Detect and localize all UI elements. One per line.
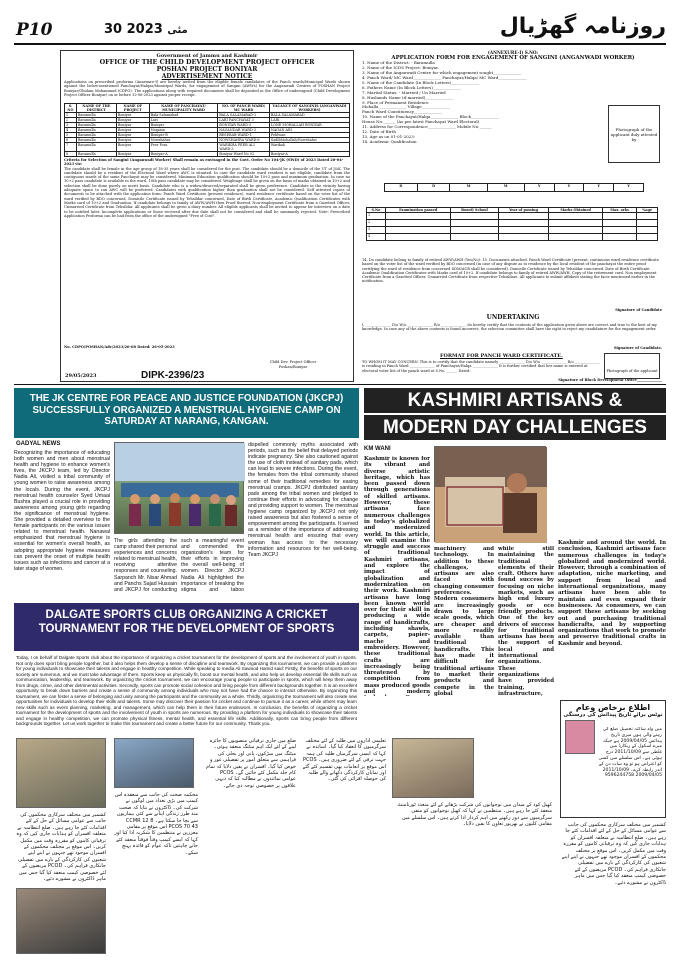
ad-ref: No. CDPO/POSHAN/Adv/2023/26-68 Dated: 26-05-2023 xyxy=(64,344,175,349)
form-field: 14. Academic Qualification xyxy=(362,138,417,144)
qual-cell xyxy=(385,213,450,220)
qual-row xyxy=(367,234,658,241)
qual-cell xyxy=(549,227,602,234)
urdu-col-3: ضلع میں جاری ترقیاتی منصوبوں کا جائزہ لینے کے لئے ایک اہم میٹنگ منعقد ہوئی۔ میٹنگ میں سڑکوں، پانی اور بجلی کی فراہمی سے متعلق امور پر تفصیلی غور و خوض کیا گیا۔ افسران نے یقین دلایا کہ تمام کام جلد مکمل کئے جائیں گے۔ PCOS عوامی نمائندوں نے مطالبہ کیا کہ دیہی علاقوں پر خصوصی توجہ دی جائے۔ xyxy=(206,738,296,789)
advertisement-notice xyxy=(60,50,354,382)
ad-gov-line: Government of Jammu and Kashmir xyxy=(156,53,258,59)
qual-cell xyxy=(637,234,658,241)
qual-cell xyxy=(498,213,549,220)
declaration-text: 14. Do candidate belong to family of retired AWW/AWH (Yes/No): 15. Documents attached. Panch Ward Certificate (present, continuous ward residence certificate based on the voter list of the ward verified by BDO concerned (in case of any dispute as to residence by the local resident of the panchayat the entire proof certifying the ward of residence from concerned SDM/ACR shall be considered). Domicile Certificate issued by Tehsildar concerned. Date of Birth Certificate. Academic Qualification Certificates with Marks card of 10+2. If candidate belongs to family of retired AWW/AWH, Copy of the retirement card. Non employment Certificate from a Gazetted Officer. Unmarried Certificate from respective Tehsildars. All applicants to submit affidavit stating the facts mentioned earlier in the notification. xyxy=(362,258,659,284)
date-day: 30 xyxy=(104,22,123,37)
vacancy-cell: Boniyar xyxy=(116,138,149,143)
vacancy-row xyxy=(65,152,350,157)
vacancy-cell: WARIKHA PEER ALI WARD-3 xyxy=(218,143,270,152)
vacancy-cell: Baramulla xyxy=(76,113,116,118)
bdo-signature: Signature of Block Development Office______________ xyxy=(558,377,662,382)
vacancy-cell: Peer Pora xyxy=(149,143,217,152)
vacancy-head-cell: NAME OF PROJECT xyxy=(116,104,149,113)
artisans-photo xyxy=(434,446,546,542)
newspaper-title: روزنامہ گھڑیال xyxy=(499,14,666,39)
artisans-headline-1: KASHMIRI ARTISANS & xyxy=(364,388,666,413)
qual-head-cell: Max. arks xyxy=(602,208,636,213)
form-field: 11. Address for Correspondence______________ Mobile No:______ xyxy=(362,124,492,130)
jkcpj-col1: Recognizing the importance of educating both women and men about menstrual health and hygiene to enhance women's lives, the JKCPJ team, led by Director Nadia Ali, visited a tribal community of young women to raise awareness among the locals. During the event, JKCPJ menstrual health counselor Syed Umaal Bushra played a crucial role in providing awareness among young girls regarding the significance of menstrual hygiene. She provided a detailed overview to the female participants on the various issues related to menstrual health. Nanawal emphasized that menstrual hygiene is essential for women's overall health, as adopting appropriate hygiene measures can prevent the onset of multiple health issues such as infections and cancer at a later stage of women. xyxy=(14,450,110,572)
form-field: 10. Name of the Panchayat/Halqa______________ Block______________ xyxy=(362,114,499,120)
dob-cell: M xyxy=(450,184,487,192)
photo-box-2-label: Photograph of the applicant xyxy=(606,369,658,373)
artisans-col1: Kashmir is known for its vibrant and diverse artistic heritage, which has been passed down through generations of skilled artisans. However, these artisans face numerous challenges in today's globalized and modernized world. In this article, we will examine the struggle and success of traditional Kashmiri artisans, and explore the impact of globalization and modernization on their work. Kashmiri artisans have long been known world over for their skill in producing a wide range of handicrafts, including shawls, carpets, papier-mache and embroidery. However, these traditional crafts are increasingly being threatened by competition from mass produced goods and modern xyxy=(364,456,430,695)
qual-cell xyxy=(549,220,602,227)
ad-project: POSHAN PROJECT BONIYAR xyxy=(156,66,258,73)
qual-cell xyxy=(637,213,658,220)
dob-table xyxy=(384,183,644,192)
qual-cell xyxy=(451,227,498,234)
pwc-text: TO WHOM IT MAY CONCERN. This is to certify that the candidate namely ______________ D/o W/o ______________ R/o ______________ is residing in Panch Ward ______________ of Panchayat/Halqa ______________ It is further certified that her name is entered at electoral voter list of the panch ward at S.No. ______ Dated: xyxy=(362,360,600,373)
vacancy-cell: Baramulla xyxy=(76,133,116,138)
notice-subtitle: نوٹس برائے تاریخ پیدائش کی درستگی xyxy=(563,712,663,718)
vacancy-table xyxy=(64,103,350,157)
vacancy-cell: 7 xyxy=(65,143,77,152)
vacancy-cell: LARI PANCHAYAT 3 xyxy=(218,118,270,123)
vacancy-head-cell: NO. OF PANCH WARD/ MC WARD xyxy=(218,104,270,113)
urdu-photo-1 xyxy=(16,738,106,808)
criteria-title: Criteria for Selection of Sangini (Anganwadi Worker) Shall remain as envisaged in the Govt. Order No 104-JK (SWD) of 2023 Dated 20-04-2023 viz: xyxy=(64,158,344,167)
jkcpj-col3: dispelled commonly myths associated with periods, such as the belief that delayed periods indicate pregnancy. She also cautioned against the use of cloth instead of sanitary pads, which can lead to severe infections. During the event, the females from the tribal community shared some of their traditional remedies for easing menstrual cramps. JKCPJ distributed sanitary pads among the tribal women and pledged to continue their efforts in advocating for change and providing support to women. The menstrual hygiene camp organized by JKCPJ not only raised awareness but also fostered a sense of empowerment among the participants. It served as a reminder of the importance of addressing menstrual health and ensuring that every woman has access to the necessary information and resources for her well-being. Team JKCPJ xyxy=(248,442,358,558)
form-field: 5. Name of the Candidate (In Block Letters)______________ xyxy=(362,79,480,85)
undertaking-heading: UNDERTAKING xyxy=(486,314,540,321)
form-field: Panch Ward Constituency______________ xyxy=(362,109,443,115)
form-field: 4. Panch Ward/ MC Ward______________ Panchayat/Halqa/ MC Ward______________ xyxy=(362,75,527,81)
vacancy-cell: Baramulla xyxy=(76,118,116,123)
urdu-col-right: کشمیر میں مختلف سرکاری محکموں کی جانب سے عوامی مسائل کے حل کے لئے اقدامات کئے جا رہے ہیں۔ ضلع انتظامیہ نے متعلقہ افسران کو ہدایات جاری کیں کہ وہ ترقیاتی کاموں کو مقررہ وقت میں مکمل کریں۔ اس موقع پر مختلف محکموں کے افسران موجود تھے جنہوں نے اپنے اپنے شعبوں کی کارکردگی کے بارے میں تفصیلی جانکاری فراہم کی۔ PCOD مریضوں کے لئے خصوصی کیمپ منعقد کیا گیا جس میں ماہر ڈاکٹروں نے مشورے دئیے۔ xyxy=(561,822,666,886)
vacancy-table-head xyxy=(65,104,350,113)
vacancy-cell: SadibMohallah/Nowshahri xyxy=(269,138,349,143)
vacancy-head-cell: NAME OF PANCHAYAT/ MUNICIPALITY WARD xyxy=(149,104,217,113)
vacancy-cell: Baramulla xyxy=(76,128,116,133)
notice-photo xyxy=(565,720,595,754)
vacancy-cell: 8 xyxy=(65,152,77,157)
jkcpj-col2: The girls attending the camp shared their personal experiences and concerns related to menstrual health, receiving attentive responses and counseling. Sarpanch Mr. Nisar Ahmad and Panchs Sajad Hussain and JKCPJ for conducting such a meaningful event and commended the organization's team for their efforts in improving the overall well-being of women. Director JKCPJ Nadia Ali highlighted the importance of breaking the stigma and taboo xyxy=(114,538,244,593)
qual-cell xyxy=(451,220,498,227)
urdu-section xyxy=(14,738,556,956)
form-field: 3. Name of the Anganwadi Centre for which engagement sought______________ xyxy=(362,70,522,76)
artisans-col3: while still maintaining the traditional elements of their craft. Others have found success by focusing on niche markets, such as high end luxury goods or eco friendly products. One of the key drivers of success for traditional artisans has been the support of local and international organizations. These organizations have provided training, infrastructure, xyxy=(498,546,554,696)
jkcpj-photo xyxy=(114,442,244,534)
qual-cell xyxy=(498,234,549,241)
vacancy-cell: LONE MOHALLAH BONIYAR xyxy=(269,123,349,128)
vacancy-cell: Boniyar xyxy=(116,133,149,138)
vacancy-cell: 4 xyxy=(65,128,77,133)
dalgate-headline: DALGATE SPORTS CLUB ORGANIZING A CRICKET TOURNAMENT FOR THE DEVELOPMENT OF SPORTS xyxy=(38,609,335,635)
candidate-signature-2: Signature of Candidate. xyxy=(613,346,662,350)
vacancy-cell: BALA SALAMABAD xyxy=(269,113,349,118)
form-field: Mohalla______________ Village______________ xyxy=(362,104,450,110)
notice-title: اطلاع برخاص وعام xyxy=(575,703,651,712)
qual-cell: 1 xyxy=(367,213,386,220)
qual-head-cell: %age xyxy=(637,208,658,213)
dob-cell: Y xyxy=(524,184,554,192)
date-month: مئی xyxy=(167,25,188,36)
qual-cell: 4 xyxy=(367,234,386,241)
vacancy-cell: Baramulla xyxy=(76,152,116,157)
vacancy-cell: 2 xyxy=(65,118,77,123)
qual-cell xyxy=(549,234,602,241)
qual-cell: 3 xyxy=(367,227,386,234)
page-number: P10 xyxy=(16,20,53,40)
pwc-title: FORMAT FOR PANCH WARD CERTIFICATE. xyxy=(440,353,563,359)
qualification-table xyxy=(366,207,658,241)
vacancy-cell: NOWSHAHRA WARD-6 xyxy=(218,138,270,143)
form-field: 13. Age as on 01-01-2023: xyxy=(362,133,416,139)
date-year: 2023 xyxy=(126,22,163,37)
form-field: House No:______ (As per latest Panchayat Ward Electoral) xyxy=(362,119,480,125)
vacancy-row xyxy=(65,143,350,152)
vacancy-cell: Boniyar-A xyxy=(149,152,217,157)
qual-row xyxy=(367,213,658,220)
urdu-col-4: تعلیمی اداروں میں طلبہ کے لئے مختلف سرگرمیوں کا انعقاد کیا گیا۔ اساتذہ نے کہا کہ ایسی سرگرمیاں طلبہ کی ہمہ جہت ترقی کے لئے ضروری ہیں۔ PCOS اس موقع پر انعامات بھی تقسیم کئے گئے اور نمایاں کارکردگی دکھانے والے طلبہ کی حوصلہ افزائی کی گئی۔ xyxy=(302,738,386,783)
vacancy-cell: Boniyar-B xyxy=(149,133,217,138)
jkcpj-photo-image xyxy=(115,443,245,535)
artisans-headline-box xyxy=(364,388,666,442)
artisans-col2: machinery and technology. In addition to these challenges, artisans are also faced with changing consumer preferences. Modern consumers are increasingly drawn to large scale goods, which are cheaper and more readily available than traditional handicrafts. This has made it difficult for traditional artisans to market their products and compete in the global xyxy=(434,546,494,696)
qual-cell xyxy=(602,220,636,227)
qual-cell xyxy=(498,220,549,227)
form-field: 8. Husbands Name (if married)______________ xyxy=(362,94,454,100)
jkcpj-headline: THE JK CENTRE FOR PEACE AND JUSTICE FOUNDATION (JKCPJ) SUCCESSFULLY ORGANIZED A MENSTRUAL HYGIENE CAMP ON SATURDAY AT NARANG, KANGAN. xyxy=(29,393,344,427)
qual-cell xyxy=(451,213,498,220)
qual-cell xyxy=(602,213,636,220)
form-field: 1. Name of the District: - Baramulla xyxy=(362,60,435,66)
dob-cell: Y xyxy=(554,184,584,192)
ads-bottom-rule xyxy=(14,384,666,385)
vacancy-cell: Boniyar xyxy=(116,123,149,128)
vacancy-cell: NAGAN ARI xyxy=(269,128,349,133)
qual-head-cell: Examination passed xyxy=(385,208,450,213)
vacancy-cell: BONIYAR WARD-5 xyxy=(218,123,270,128)
dob-notice xyxy=(560,700,666,818)
qual-cell xyxy=(385,220,450,227)
application-form xyxy=(360,50,666,382)
vacancy-head-cell: S. NO xyxy=(65,104,77,113)
photo-box-label: Photograph of the applicant duly attested by xyxy=(610,126,658,142)
urdu-photo-3 xyxy=(392,738,474,798)
form-field: 12. Date of Birth xyxy=(362,128,396,134)
form-field: 6. Fathers Name (In Block Letters)______________ xyxy=(362,84,461,90)
urdu-col-1: کشمیر میں مختلف سرکاری محکموں کی جانب سے عوامی مسائل کے حل کے لئے اقدامات کئے جا رہے ہیں۔ ضلع انتظامیہ نے متعلقہ افسران کو ہدایات جاری کیں کہ وہ ترقیاتی کاموں کو مقررہ وقت میں مکمل کریں۔ اس موقع پر مختلف محکموں کے افسران موجود تھے جنہوں نے اپنے اپنے شعبوں کی کارکردگی کے بارے میں تفصیلی جانکاری فراہم کی۔ PCOD مریضوں کے لئے خصوصی کیمپ منعقد کیا گیا جس میں ماہر ڈاکٹروں نے مشورے دئیے۔ xyxy=(16,812,106,883)
urdu-photo-4 xyxy=(16,888,106,954)
vacancy-cell: 1 xyxy=(65,113,77,118)
qual-cell xyxy=(385,234,450,241)
vacancy-cell: Baramulla xyxy=(76,143,116,152)
qual-cell xyxy=(451,234,498,241)
criteria-text: The candidate shall be female in the age group of 18-35 years shall be considered for the post. The candidate should be a domicile of the UT of J&K. The candidate should be a resident of the Electoral Ward where AWC is situated. In case the candidate ward resident is not eligible, candidate from the contiguous wards of the same Panchayat may be considered. Minimum Education qualification should be 10+2 pass and maximum graduation. In case no 10+2 pass candidate is available in the ward, 10th pass candidate may be considered. Weightage shall be given on the basis of marks obtained in 10+2 and selection shall be done purely on merit basis. Candidate who is a widow/divorced/separated shall be given preference. Candidate in the vicinity having adequate space to run AWC will be preferred. Candidates with qualification higher than graduation shall not be considered. Self attested copies of documents to be attached with the application form: Panch Ward Certificate (present residence), ward residence certificate based on the voter list of the ward verified by BDO concerned, Domicile Certificate issued by Tehsildar concerned, Date of Birth Certificate, Academic Qualification Certificates with Marks card of 10+2 and Graduation, If candidate belongs to family of AWW/AWH then Proof thereof, Non-employment Certificate from a Gazetted Officer, Unmarried Certificate from Tehsildar. All applicants shall be given a diary number. All eligible applicants shall be invited to appear for interview on a date to be notified later. Incomplete applications or those received after due date shall not be considered and shall be summarily rejected. Note: Prescribed Application Proforma can be had from the office of the undersigned "Free of Cost". xyxy=(64,166,350,218)
vacancy-cell: LARI xyxy=(269,118,349,123)
photo-box xyxy=(608,105,660,163)
qual-cell xyxy=(602,227,636,234)
vacancy-cell: Boniyar xyxy=(116,113,149,118)
form-field: 9. Place of Permanent Residence xyxy=(362,99,429,105)
vacancy-cell: Boniyar xyxy=(149,123,217,128)
vacancy-cell: Boniyar xyxy=(116,128,149,133)
vacancy-cell: Boniyar-A xyxy=(269,152,349,157)
jkcpj-headline-box xyxy=(14,388,359,438)
qual-cell xyxy=(498,227,549,234)
ad-signed: Child Dev. Project Officer Poshan/Boniyar xyxy=(269,360,317,369)
vacancy-cell: Warikah xyxy=(269,143,349,152)
vacancy-cell: Pehlwan xyxy=(269,133,349,138)
vacancy-cell: Nagaian xyxy=(149,128,217,133)
dalgate-headline-box xyxy=(14,603,359,651)
form-fields xyxy=(362,61,592,144)
vacancy-cell: Boniyar xyxy=(116,152,149,157)
qual-head-cell: Year of passing xyxy=(498,208,549,213)
vacancy-cell: 6 xyxy=(65,138,77,143)
ad-notice-heading: ADVERTISEMENT NOTICE xyxy=(161,73,253,80)
form-title: APPLICATION FORM FOR ENGAGEMENT OF SANGINI (ANGANWADI WORKER) xyxy=(391,55,635,62)
vacancy-cell: Bala Salamabad xyxy=(149,113,217,118)
ad-intro: Applications on prescribed proforma (Annexure-I) are hereby invited from the eligible female candidates of the Panch wards/Municipal Wards shown against the below-mentioned Panchayat/Halqas/Municipal Wards, for engagement of Sangini (AWWs) for the Anganwadi Centres of POSHAN Project Boniyar/Ghulam Mohammad (CDPO). The applications along with required documents shall be deposited in the Office of undersigned (Child Development Project Officer Boniyar) on or before 12-06-2023 against proper receipt. xyxy=(64,80,350,97)
notice-text: میں ولد ساکنہ تحصیل ضلع کی رہنے والی ہوں میری تاریخ پیدائش 2009/04/05 ہے جبکہ میرے اسکول کے ریکارڈ میں غلطی سے 2011/10/09 درج ہوئی ہے۔ اس سلسلے میں کسی کو اعتراض ہو تو وہ سات دن کے اندر رابطہ کرے۔ 2011/10/09 2009/04/05 9596244758 xyxy=(598,727,662,779)
masthead-date xyxy=(104,22,188,37)
dob-cell: D xyxy=(417,184,450,192)
form-field: 2. Name of the ICDS Project: Boniyar. xyxy=(362,65,439,71)
annexure-label: (ANNEXURE-I) S.NO: xyxy=(487,50,539,55)
qual-head-cell: S.No xyxy=(367,208,386,213)
dob-cell: Y xyxy=(614,184,644,192)
qual-cell xyxy=(549,213,602,220)
vacancy-cell: Boniyar xyxy=(116,118,149,123)
form-field: 7. Marital Status: - Married / Un Married xyxy=(362,89,446,95)
vacancy-cell: Lari xyxy=(149,118,217,123)
vacancy-cell: NAGANDAR WARD-3 xyxy=(218,128,270,133)
qual-cell xyxy=(637,220,658,227)
vacancy-cell: 5 xyxy=(65,133,77,138)
masthead-rule xyxy=(14,43,666,45)
dob-cell: M xyxy=(487,184,524,192)
ad-date: 29/05/2023 xyxy=(65,373,97,379)
urdu-col-5: کھیل کود کے میدان میں نوجوانوں کی شرکت بڑھانے کے لئے متعدد ٹورنامنٹ منعقد کئے جا رہے ہیں۔ منتظمین نے کہا کہ کھیل نوجوانوں کو منفی سرگرمیوں سے دور رکھنے میں اہم کردار ادا کرتے ہیں۔ اس سلسلے میں مقامی کلبوں نے بھرپور تعاون کا یقین دلایا۔ xyxy=(397,802,552,828)
artisans-headline-2: MODERN DAY CHALLENGES xyxy=(364,415,666,440)
artisans-col4: Kashmir and around the world. In conclusion, Kashmiri artisans face numerous challenges in today's globalized and modernized world. However, through a combination of adaptation, niche marketing, and support from local and international organizations, many artisans have been able to maintain and even expand their businesses. As consumers, we can support these artisans by seeking out and purchasing traditional handicrafts, and by supporting organizations that work to promote and preserve traditional crafts in Kashmir and beyond. xyxy=(558,540,666,647)
vacancy-head-cell: VACANCY OF SANGINIS (ANGANWADI WORKERS) xyxy=(269,104,349,113)
dalgate-text: Today, I on behalf of Dalgate Sports club about the importance of organizing a cricket tournament for the development of sports and the involvement of youth in sports. Not only does sport bring people together, but it also helps them develop a sense of discipline and teamwork. By organizing this tournament, we can provide a platform for young individuals to showcase their talents and engage in healthy competition. While speaking to media Ali Sawood Hamid said: Firstly, the benefits of sports on our society are numerous, and we must take advantage of them. Sports keep us physically fit, boost our mental health, and also help us develop essential life skills such as communication, leadership, and teamwork. By organizing the cricket tournament, we can encourage young people to participate in sports, which will keep them away from drugs, crime, and other detrimental activities. Secondly, sports can promote social cohesion and bring people from different backgrounds together. It is an excellent opportunity to break down barriers and create a sense of community among individuals who may not have had the chance to interact otherwise. By organizing this tournament, we can foster a sense of belonging and unity among the participants and the community as a whole. Thirdly, organizing the tournament will also create new opportunities for individuals to develop their skills and talents. Some may discover their passion for cricket and continue to pursue it as a career, while others may learn new skills such as event planning, marketing, and management, which can help them in their future endeavors. In conclusion, the benefits of organizing a cricket tournament for the development of sports and the involvement of youth in sports are numerous. By providing a platform for young individuals to showcase their talents and engage in healthy competition, we can promote physical fitness, mental health, and essential life skills. Additionally, sports can bring people from different backgrounds together. Let us work together to make this tournament and create a better future for our community. Thank you. xyxy=(16,655,357,726)
jkcpj-byline: GADYAL NEWS xyxy=(16,441,61,447)
vacancy-cell: 3 xyxy=(65,123,77,128)
qual-head-cell: Marks Obtained xyxy=(549,208,602,213)
vacancy-cell: Baramulla xyxy=(76,123,116,128)
qual-cell: 2 xyxy=(367,220,386,227)
artisans-photo-image xyxy=(435,447,547,543)
urdu-col-2: محکمہ صحت کی جانب سے منعقدہ اس کیمپ میں بڑی تعداد میں لوگوں نے شرکت کی۔ ڈاکٹروں نے بتایا کہ صحت مند طرز زندگی اپنانے سے کئی بیماریوں سے بچا جا سکتا ہے۔ CCMR 12 8 PCOS 70 43 اس موقع پر مقامی معززین نے منتظمین کا شکریہ ادا کیا اور کہا کہ ایسے کیمپ وقتاً فوقتاً منعقد کئے جانے چاہئیں تاکہ عوام کو فائدہ پہنچ سکے۔ xyxy=(114,792,198,856)
urdu-photo-2 xyxy=(114,738,194,788)
qual-row xyxy=(367,227,658,234)
ad-dipk: DIPK-2396/23 xyxy=(141,370,205,381)
photo-box-2 xyxy=(604,353,660,379)
dob-cell: Y xyxy=(584,184,614,192)
vacancy-cell: BALA SALAMABAD-2 xyxy=(218,113,270,118)
vacancy-cell: Nowshahra xyxy=(149,138,217,143)
qual-cell xyxy=(385,227,450,234)
vacancy-cell: BESERAB WARD-1 xyxy=(218,133,270,138)
candidate-signature-1: Signature of Candidate xyxy=(615,308,662,312)
vacancy-cell: Boniyar xyxy=(116,143,149,152)
dob-cell: D xyxy=(385,184,418,192)
ad-office: OFFICE OF THE CHILD DEVELOPMENT PROJECT OFFICER xyxy=(99,58,315,66)
qual-cell xyxy=(602,234,636,241)
vacancy-cell: Baramulla xyxy=(76,138,116,143)
artisans-byline: KM WANI xyxy=(364,446,391,452)
qual-cell xyxy=(637,227,658,234)
vacancy-cell: Boniyar Ward No 02 xyxy=(218,152,270,157)
qual-row xyxy=(367,220,658,227)
vacancy-head-cell: NAME OF THE DISTRICT xyxy=(76,104,116,113)
qual-head-cell: Board/ School xyxy=(451,208,498,213)
undertaking-text: I, ______________ D/o W/o ______________ R/o ______________ do hereby certify that the contents of the application given above are correct and true to the best of my knowledge. In case any of the above contents is found incorrect, the selection committee shall have the right to reject my candidature for the engagement order. xyxy=(362,323,657,332)
